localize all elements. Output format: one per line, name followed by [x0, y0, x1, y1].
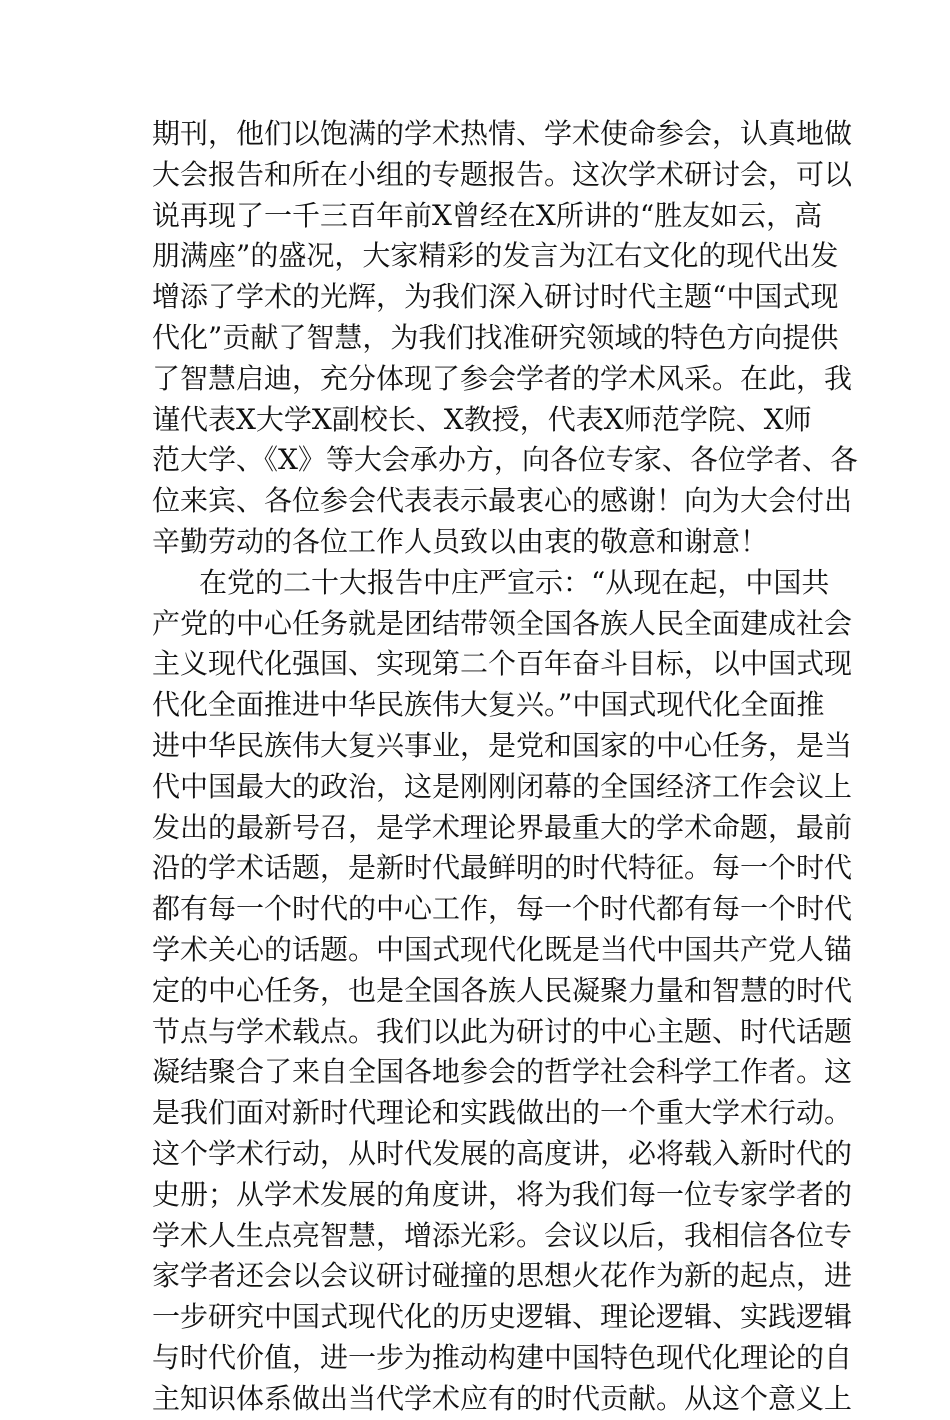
text-line: 朋满座”的盛况，大家精彩的发言为江右文化的现代出发: [152, 239, 839, 273]
text-line: 代中国最大的政治，这是刚刚闭幕的全国经济工作会议上: [152, 769, 853, 803]
text-line: 产党的中心任务就是团结带领全国各族人民全面建成社会: [152, 606, 853, 640]
text-line: 主知识体系做出当代学术应有的时代贡献。从这个意义上: [152, 1381, 853, 1415]
text-line: 节点与学术载点。我们以此为研讨的中心主题、时代话题: [152, 1014, 853, 1048]
paragraph-end-line: 辛勤劳动的各位工作人员致以由衷的敬意和谢意！: [152, 524, 769, 558]
text-line: 这个学术行动，从时代发展的高度讲，必将载入新时代的: [152, 1136, 853, 1170]
body-text: [152, 114, 858, 1420]
text-line: 增添了学术的光辉，为我们深入研讨时代主题“中国式现: [152, 280, 839, 314]
text-line: 沿的学术话题，是新时代最鲜明的时代特征。每一个时代: [152, 851, 853, 885]
text-line: 家学者还会以会议研讨碰撞的思想火花作为新的起点，进: [152, 1259, 853, 1293]
text-line: 代化”贡献了智慧，为我们找准研究领域的特色方向提供: [152, 320, 839, 354]
text-line: 了智慧启迪，充分体现了参会学者的学术风采。在此，我: [152, 361, 853, 395]
text-line: 凝结聚合了来自全国各地参会的哲学社会科学工作者。这: [152, 1055, 853, 1089]
text-line: 是我们面对新时代理论和实践做出的一个重大学术行动。: [152, 1096, 853, 1130]
text-line: 大会报告和所在小组的专题报告。这次学术研讨会，可以: [152, 157, 853, 191]
paragraph-start-line: 在党的二十大报告中庄严宣示：“从现在起，中国共: [199, 565, 830, 599]
text-line: 期刊，他们以饱满的学术热情、学术使命参会，认真地做: [152, 117, 853, 150]
text-line: 范大学、《X》等大会承办方，向各位专家、各位学者、各: [152, 443, 858, 477]
text-line: 位来宾、各位参会代表表示最衷心的感谢！向为大会付出: [152, 484, 853, 518]
text-line: 谨代表X大学X副校长、X教授，代表X师范学院、X师: [152, 402, 812, 436]
text-line: 进中华民族伟大复兴事业，是党和国家的中心任务，是当: [152, 728, 853, 762]
text-line: 主义现代化强国、实现第二个百年奋斗目标，以中国式现: [152, 647, 853, 681]
text-line: 代化全面推进中华民族伟大复兴。”中国式现代化全面推: [152, 688, 825, 722]
text-line: 学术人生点亮智慧，增添光彩。会议以后，我相信各位专: [152, 1218, 853, 1252]
text-line: 一步研究中国式现代化的历史逻辑、理论逻辑、实践逻辑: [152, 1300, 853, 1334]
text-line: 学术关心的话题。中国式现代化既是当代中国共产党人锚: [152, 932, 853, 966]
text-line: 与时代价值，进一步为推动构建中国特色现代化理论的自: [152, 1340, 853, 1374]
text-line: 史册；从学术发展的角度讲，将为我们每一位专家学者的: [152, 1177, 853, 1211]
text-line: 定的中心任务，也是全国各族人民凝聚力量和智慧的时代: [152, 973, 853, 1007]
text-line: 发出的最新号召，是学术理论界最重大的学术命题，最前: [152, 810, 853, 844]
text-line: 都有每一个时代的中心工作，每一个时代都有每一个时代: [152, 892, 853, 926]
text-line: 说再现了一千三百年前X曾经在X所讲的“胜友如云，高: [152, 198, 823, 232]
